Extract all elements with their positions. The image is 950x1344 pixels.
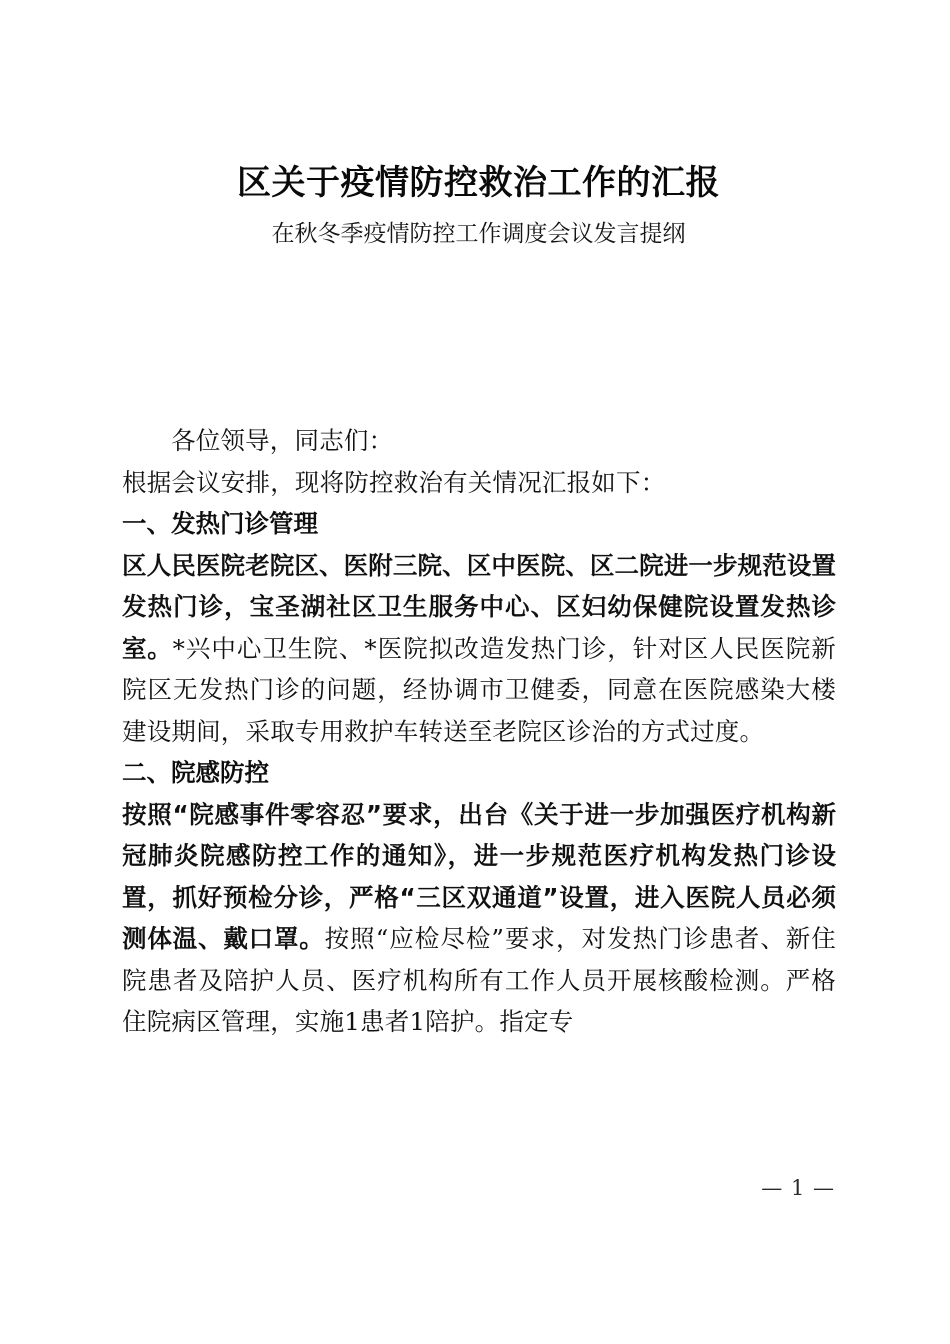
page-subtitle: 在秋冬季疫情防控工作调度会议发言提纲 xyxy=(271,221,686,247)
lead-paragraph: 根据会议安排，现将防控救治有关情况汇报如下： xyxy=(122,467,666,497)
section-heading-2: 二、院感防控 xyxy=(122,758,269,787)
section-1-regular-run: *兴中心卫生院、*医院拟改造发热门诊，针对区人民医院新院区无发热门诊的问题，经协调市卫健委，同意在医院感染大楼建设期间，采取专用救护车转送至老院区诊治的方式过度。 xyxy=(122,633,837,746)
section-1-bold-run: 区人民医院老院区、医附三院、区中医院、区二院进一步规范设置发热门诊，宝圣湖社区卫生服务中心、区妇幼保健院设置发热诊室。 xyxy=(122,550,836,663)
document-body xyxy=(122,420,836,1043)
section-paragraph-1 xyxy=(122,545,836,753)
section-2-regular-run: 按照“应检尽检”要求，对发热门诊患者、新住院患者及陪护人员、医疗机构所有工作人员开展核酸检测。严格住院病区管理，实施1患者1陪护。指定专 xyxy=(122,924,837,1036)
title-block xyxy=(122,160,835,254)
salutation-paragraph: 各位领导，同志们： xyxy=(171,426,394,455)
page-title: 区关于疫情防控救治工作的汇报 xyxy=(237,163,720,203)
section-paragraph-2 xyxy=(122,794,836,1043)
section-2-bold-run: 按照“院感事件零容忍”要求，出台《关于进一步加强医疗机构新冠肺炎院感防控工作的通知》，进一步规范医疗机构发热门诊设置，抓好预检分诊，严格“三区双通道”设置，进入医院人员必须测体温、戴口罩。 xyxy=(122,799,836,953)
section-heading-1: 一、发热门诊管理 xyxy=(122,509,318,538)
page-number-footer: — 1 — xyxy=(761,1176,835,1200)
